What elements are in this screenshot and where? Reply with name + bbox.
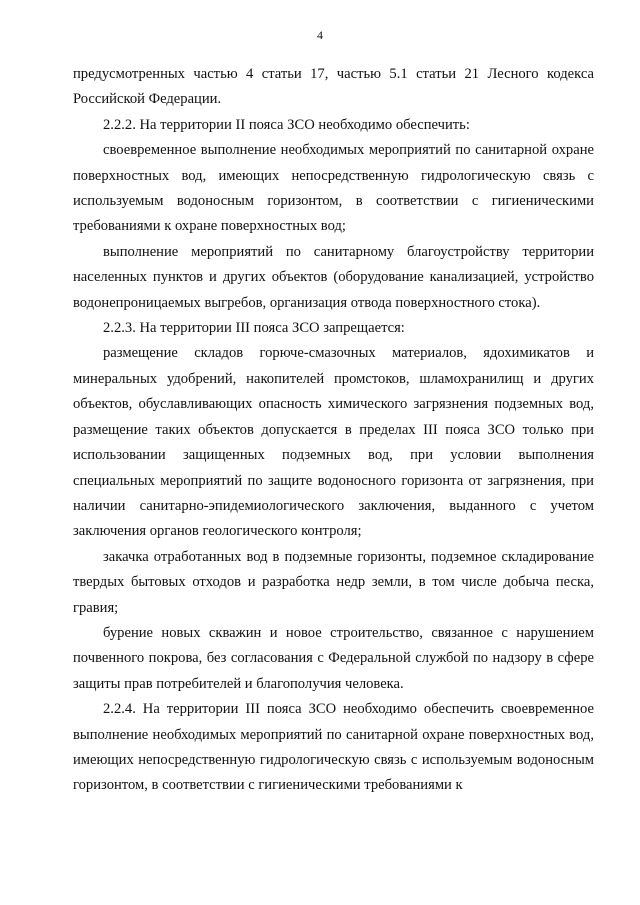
paragraph-continuation: предусмотренных частью 4 статьи 17, частью 5.1 статьи 21 Лесного кодекса Российской Федерации. [73,66,594,108]
paragraph-surface-water-protection: своевременное выполнение необходимых мероприятий по санитарной охране поверхностных вод, имеющих непосредственную гидрологическую связь с используемым водоносным горизонтом, в соответствии с гигиеническими требованиями к охране поверхностных вод; [73,142,594,235]
paragraph-sanitary-improvement: выполнение мероприятий по санитарному благоустройству территории населенных пунктов и других объектов (оборудование канализацией, устройство водонепроницаемых выгребов, организация отвода поверхностного стока). [73,243,594,311]
paragraph-2-2-3-heading: 2.2.3. На территории III пояса ЗСО запрещается: [103,320,405,337]
paragraph-new-wells-drilling: бурение новых скважин и новое строительство, связанное с нарушением почвенного покрова, без согласования с Федеральной службой по надзору в сфере защиты прав потребителей и благополучия человека. [73,624,594,692]
paragraph-warehouse-placement: размещение складов горюче-смазочных материалов, ядохимикатов и минеральных удобрений, накопителей промстоков, шламохранилищ и других объектов, обуславливающих опасность химического загрязнения подземных вод, размещение таких объектов допускается в пределах III пояса ЗСО только при использовании защищенных подземных вод, при условии выполнения специальных мероприятий по защите водоносного горизонта от загрязнения, при наличии санитарно-эпидемиологического заключения, выданного с учетом заключения органов геологического контроля; [73,345,594,540]
paragraph-2-2-4: 2.2.4. На территории III пояса ЗСО необходимо обеспечить своевременное выполнение необходимых мероприятий по санитарной охране поверхностных вод, имеющих непосредственную гидрологическую связь с используемым водоносным горизонтом, в соответствии с гигиеническими требованиями к [73,701,594,794]
document-body [73,62,594,799]
page-number: 4 [317,28,323,42]
paragraph-wastewater-injection: закачка отработанных вод в подземные горизонты, подземное складирование твердых бытовых отходов и разработка недр земли, в том числе добыча песка, гравия; [73,548,594,616]
paragraph-2-2-2-heading: 2.2.2. На территории II пояса ЗСО необходимо обеспечить: [103,116,470,133]
